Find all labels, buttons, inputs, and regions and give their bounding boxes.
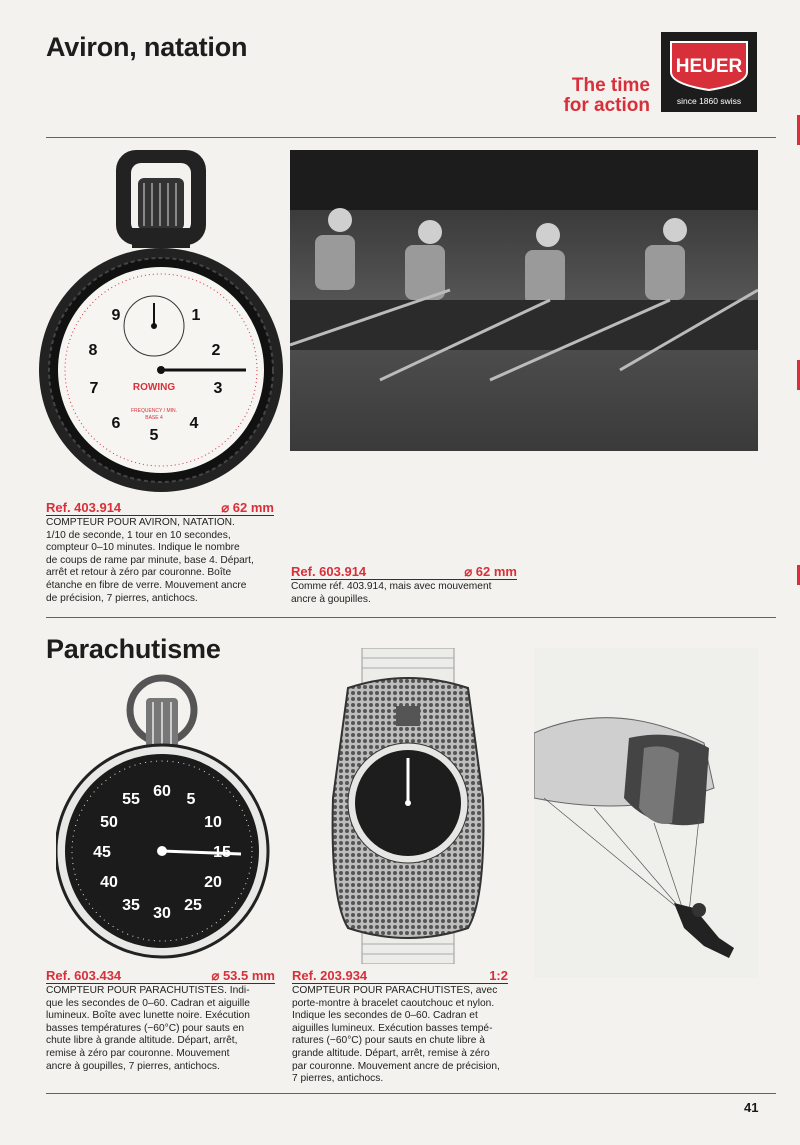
logo-wordmark: HEUER xyxy=(675,56,743,77)
para-dial-45: 45 xyxy=(93,844,111,861)
parachute-photo-scene xyxy=(534,648,758,978)
ref-number: Ref. 603.434 xyxy=(46,968,122,983)
para-dial-25: 25 xyxy=(184,897,202,914)
desc-line: de précision, 7 pierres, antichocs. xyxy=(46,592,198,604)
ref-underline xyxy=(46,515,274,516)
desc-line: remise à zéro par couronne. Mouvement xyxy=(46,1047,230,1059)
brand-tagline xyxy=(540,76,650,116)
desc-line: porte-montre à bracelet caoutchouc et nylon. xyxy=(292,997,495,1009)
rowing-dial-8: 8 xyxy=(88,342,98,359)
desc-line: Comme réf. 403.914, mais avec mouvement xyxy=(291,581,492,592)
para-dial-20: 20 xyxy=(204,874,222,891)
ref-underline xyxy=(46,983,275,984)
ref-row-203934 xyxy=(292,968,508,983)
desc-line: de coups de rame par minute, base 4. Départ, xyxy=(46,554,254,566)
ref-number: Ref. 403.914 xyxy=(46,500,122,515)
desc-line: chute libre à grande altitude. Départ, arrêt, xyxy=(46,1035,238,1047)
footer-divider xyxy=(46,1093,776,1094)
para-dial-5: 5 xyxy=(186,791,196,808)
desc-line: COMPTEUR POUR PARACHUTISTES, avec xyxy=(292,985,498,996)
para-dial-35: 35 xyxy=(122,897,140,914)
description-403914 xyxy=(46,517,286,605)
para-dial-40: 40 xyxy=(100,874,118,891)
rowing-dial-9: 9 xyxy=(111,307,121,324)
section-divider xyxy=(46,617,776,618)
desc-line: Indique les secondes de 0–60. Cadran et xyxy=(292,1010,478,1022)
heuer-logo-block xyxy=(661,32,757,112)
para-dial-60: 60 xyxy=(153,783,171,800)
parachute-photo xyxy=(534,648,758,978)
ref-size: ⌀ 62 mm xyxy=(221,500,274,515)
header-divider xyxy=(46,137,776,138)
rowing-dial-5: 5 xyxy=(149,427,159,444)
para-dial-30: 30 xyxy=(153,905,171,922)
rowing-dial-7: 7 xyxy=(89,380,99,397)
ref-size: ⌀ 53.5 mm xyxy=(211,968,275,983)
ref-row-403914 xyxy=(46,500,274,516)
rowing-dial-sub1: FREQUENCY / MIN. xyxy=(130,408,178,414)
desc-line: ancre à goupilles. xyxy=(291,593,371,605)
ref-underline xyxy=(291,579,517,580)
rowing-dial-1: 1 xyxy=(191,307,201,324)
page-number: 41 xyxy=(744,1100,759,1115)
para-dial-50: 50 xyxy=(100,814,118,831)
desc-line: arrêt et retour à zéro par couronne. Boîte xyxy=(46,567,232,579)
ref-size: ⌀ 62 mm xyxy=(464,564,517,579)
section-title-rowing: Aviron, natation xyxy=(46,32,248,62)
rowing-dial-2: 2 xyxy=(211,342,221,359)
description-603434 xyxy=(46,985,286,1073)
para-dial-55: 55 xyxy=(122,791,140,808)
desc-line: COMPTEUR POUR PARACHUTISTES. Indi- xyxy=(46,985,250,996)
ref-row-603914 xyxy=(291,564,517,580)
desc-line: 7 pierres, antichocs. xyxy=(292,1073,384,1085)
desc-line: lumineux. Boîte avec lunette noire. Exécution xyxy=(46,1010,250,1022)
desc-line: grande altitude. Départ, arrêt, remise à zéro xyxy=(292,1047,490,1059)
desc-line: aiguilles lumineux. Exécution basses tempé- xyxy=(292,1022,493,1034)
rowing-dial-label: ROWING xyxy=(132,382,176,393)
para-dial-15: 15 xyxy=(213,844,231,861)
ref-row-603434 xyxy=(46,968,275,984)
desc-line: ancre à goupilles, 7 pierres, antichocs. xyxy=(46,1060,220,1072)
rowing-dial-4: 4 xyxy=(189,415,199,432)
tagline-line2: for action xyxy=(563,95,650,116)
ref-underline xyxy=(292,983,508,984)
wrist-stopwatch-illustration xyxy=(308,648,508,964)
rowing-stopwatch-illustration xyxy=(36,148,286,496)
rowing-photo-scene xyxy=(290,150,758,451)
rowing-dial-6: 6 xyxy=(111,415,121,432)
desc-line: basses températures (−60°C) pour sauts en xyxy=(46,1022,245,1034)
desc-line: COMPTEUR POUR AVIRON, NATATION. xyxy=(46,517,235,528)
description-603914 xyxy=(291,581,531,606)
desc-line: par couronne. Mouvement ancre de précision, xyxy=(292,1060,500,1072)
parachute-stopwatch-illustration xyxy=(56,670,276,966)
desc-line: étanche en fibre de verre. Mouvement ancre xyxy=(46,579,247,591)
since-label: since 1860 swiss xyxy=(676,96,742,106)
para-dial-10: 10 xyxy=(204,814,222,831)
desc-line: que les secondes de 0–60. Cadran et aiguille xyxy=(46,997,250,1009)
tagline-line1: The time xyxy=(571,75,650,96)
ref-number: Ref. 203.934 xyxy=(292,968,368,983)
rowing-dial-3: 3 xyxy=(213,380,223,397)
desc-line: 1/10 de seconde, 1 tour en 10 secondes, xyxy=(46,529,231,541)
desc-line: compteur 0–10 minutes. Indique le nombre xyxy=(46,542,240,554)
ref-number: Ref. 603.914 xyxy=(291,564,367,579)
description-203934 xyxy=(292,985,532,1086)
ref-scale: 1:2 xyxy=(489,968,508,983)
desc-line: ratures (−60°C) pour sauts en chute libre à xyxy=(292,1035,485,1047)
section-title-parachute: Parachutisme xyxy=(46,634,221,664)
rowing-photo xyxy=(290,150,758,451)
rowing-dial-sub2: BASE 4 xyxy=(145,415,163,421)
